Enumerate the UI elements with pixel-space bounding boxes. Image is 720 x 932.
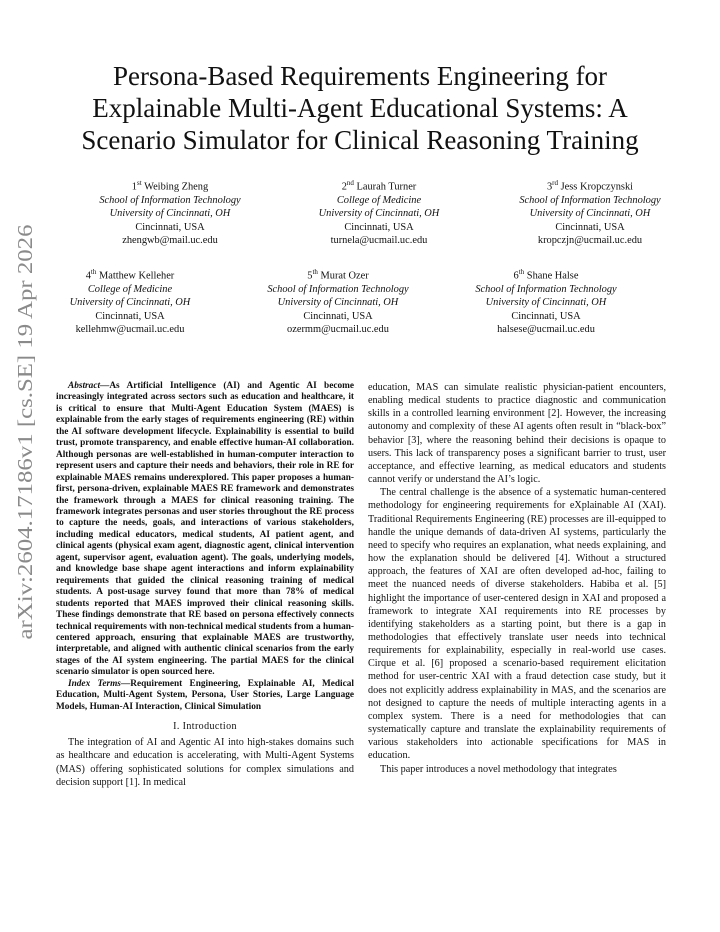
index-terms-text: —Requirement Engineering, Explainable AI, Medical Education, Multi-Agent System, Persona, User Stories, Large Language Models, Human-AI Interaction, Clinical Simulation	[56, 678, 354, 712]
author-university: University of Cincinnati, OH	[318, 208, 440, 220]
author-university: University of Cincinnati, OH	[485, 297, 607, 309]
intro-paragraph-1-start: The integration of AI and Agentic AI into high-stakes domains such as healthcare and education is accelerating, with Multi-Agent Systems (MAS) offering sophisticated solutions for complex simulations and decision support [1]. In medical	[56, 737, 354, 788]
author-name: Matthew Kelleher	[98, 270, 175, 282]
author-department: School of Information Technology	[475, 283, 617, 295]
title-line-3: Scenario Simulator for Clinical Reasoning Training	[81, 125, 639, 155]
author-department: College of Medicine	[336, 194, 422, 206]
title-line-2: Explainable Multi-Agent Educational Systems: A	[92, 93, 628, 123]
author-3: 3rd Jess Kropczynski School of Information Technology University of Cincinnati, OH Cincinnati, USA kropczjn@ucmail.uc.edu	[490, 177, 690, 248]
author-location: Cincinnati, USA	[555, 221, 625, 233]
abstract	[56, 381, 354, 679]
author-1: 1st Weibing Zheng School of Information Technology University of Cincinnati, OH Cincinnati, USA zhengwb@mail.uc.edu	[70, 177, 270, 248]
author-name: Jess Kropczynski	[560, 181, 634, 193]
author-email[interactable]: kellehmw@ucmail.uc.edu	[75, 324, 185, 336]
title-line-1: Persona-Based Requirements Engineering for	[112, 61, 608, 91]
arxiv-identifier: arXiv:2604.17186v1 [cs.SE] 19 Apr 2026	[13, 288, 37, 640]
author-2: 2nd Laurah Turner College of Medicine University of Cincinnati, OH Cincinnati, USA turnela@ucmail.uc.edu	[279, 177, 479, 248]
author-name: Murat Ozer	[320, 270, 369, 282]
right-column	[368, 381, 666, 776]
author-department: School of Information Technology	[519, 194, 661, 206]
author-6: 6th Shane Halse School of Information Technology University of Cincinnati, OH Cincinnati, USA halsese@ucmail.uc.edu	[446, 266, 646, 337]
abstract-text: —As Artificial Intelligence (AI) and Agentic AI become increasingly integrated across sectors such as education and healthcare, it is critical to ensure that Multi-Agent Education System (MAES) is explainable from the early stages of requirements engineering (RE) within the AI software development lifecycle. Explainability is essential to build trust, promote transparency, and enable effective human-AI collaboration. Although personas are well-established in human-computer interaction to represent users and capture their needs and behaviors, their role in RE for explainable MAES remains underexplored. This paper proposes a human-first, persona-driven, explainable MAES RE framework and demonstrates the framework through a MAES for clinical reasoning training. The framework integrates personas and user stories throughout the RE process to capture the needs, goals, and interactions of various stakeholders, including medical educators, medical students, AI patient agent, and clinical agents (physical exam agent, diagnostic agent, clinical intervention agent, supervisor agent, evaluation agent). The goals, underlying models, and knowledge base shape agent interactions and inform explainability requirements that guided the clinical reasoning training of medical students. A post-usage survey found that more than 78% of medical students reported that MAES improved their clinical reasoning skills. These findings demonstrate that RE based on persona effectively connects technical requirements with non-technical medical students from a human-centered approach, ensuring that explainable MAES are trustworthy, interpretable, and aligned with authentic clinical scenarios from the early stages of the AI system engineering. The partial MAES for the clinical scenario simulator is open sourced here.	[56, 381, 354, 678]
left-column	[56, 381, 354, 789]
section-heading-introduction: I. Introduction	[173, 721, 237, 733]
author-university: University of Cincinnati, OH	[529, 208, 651, 220]
author-university: University of Cincinnati, OH	[109, 208, 231, 220]
author-location: Cincinnati, USA	[511, 310, 581, 322]
intro-paragraph-1-continued: education, MAS can simulate realistic physician-patient encounters, enabling medical students to practice diagnostic and communication skills in a controlled learning environment [2]. However, the increasing autonomy and complexity of these AI agents often result in “black-box” behavior [3], where the reasoning behind their decisions is opaque to users. This lack of transparency poses a significant barrier to trust, user acceptance, and effective learning, as medical educators and students cannot verify or understand the AI’s logic.	[368, 382, 666, 486]
author-email[interactable]: zhengwb@mail.uc.edu	[122, 235, 218, 247]
index-terms-lead: Index Terms	[68, 678, 121, 689]
author-department: School of Information Technology	[99, 194, 241, 206]
author-email[interactable]: halsese@ucmail.uc.edu	[497, 324, 595, 336]
author-email[interactable]: turnela@ucmail.uc.edu	[330, 235, 428, 247]
author-location: Cincinnati, USA	[303, 310, 373, 322]
paper-title	[40, 60, 680, 156]
author-email[interactable]: kropczjn@ucmail.uc.edu	[537, 235, 643, 247]
author-location: Cincinnati, USA	[135, 221, 205, 233]
intro-paragraph-3: This paper introduces a novel methodology that integrates	[380, 763, 617, 775]
intro-paragraph-2: The central challenge is the absence of a systematic human-centered methodology for engineering requirements for eXplainable AI (XAI). Traditional Requirements Engineering (RE) processes are ill-equipped to handle the unique demands of data-driven AI systems, particularly the need to specify who requires an explanation, what needs explaining, and how the explanation should be delivered [4]. Without a structured approach, the features of XAI are often developed ad-hoc, failing to meet the nuanced needs of diverse stakeholders. Habiba et al. [5] highlight the importance of user-centered design in XAI and proposed a framework to integrate XAI requirements into RE processes by identifying stakeholders as a starting point, but there is a gap in methodologies that effectively translate user needs into technical requirements for explainability, especially in real-world use cases. Cirque et al. [6] proposed a scenario-based requirement elicitation method for user-centric XAI with a fraud detection case study, but it does not explicitly address explainability in MAS, and the scenarios are not designed to capture the needs of multiple interacting agents in a complex system. There is a need for methodologies that can systematically capture and translate the explainability requirements of various stakeholders into actionable specifications for MAS in education.	[368, 487, 666, 762]
author-location: Cincinnati, USA	[344, 221, 414, 233]
index-terms	[56, 679, 354, 713]
author-email[interactable]: ozermm@ucmail.uc.edu	[287, 324, 389, 336]
author-name: Weibing Zheng	[144, 181, 209, 193]
author-department: College of Medicine	[87, 283, 173, 295]
author-4: 4th Matthew Kelleher College of Medicine University of Cincinnati, OH Cincinnati, USA kellehmw@ucmail.uc.edu	[30, 266, 230, 337]
author-name: Shane Halse	[526, 270, 579, 282]
abstract-lead: Abstract	[68, 381, 101, 391]
author-name: Laurah Turner	[356, 181, 417, 193]
author-location: Cincinnati, USA	[95, 310, 165, 322]
author-university: University of Cincinnati, OH	[69, 297, 191, 309]
author-5: 5th Murat Ozer School of Information Technology University of Cincinnati, OH Cincinnati, USA ozermm@ucmail.uc.edu	[238, 266, 438, 337]
author-university: University of Cincinnati, OH	[277, 297, 399, 309]
author-department: School of Information Technology	[267, 283, 409, 295]
